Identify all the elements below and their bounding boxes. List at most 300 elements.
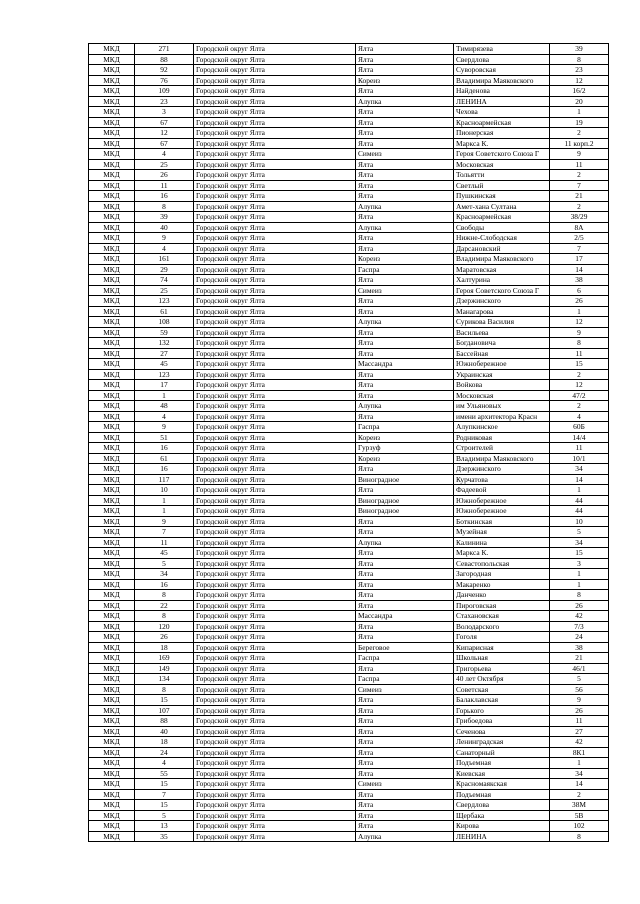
- table-row: [89, 149, 609, 160]
- house-number-cell: 21: [550, 191, 609, 202]
- building-type-cell: МКД: [89, 159, 135, 170]
- house-number-cell: 5В: [550, 810, 609, 821]
- locality-cell: Ялта: [356, 716, 454, 727]
- house-number-cell: 14: [550, 264, 609, 275]
- street-cell: Пушкинская: [454, 191, 550, 202]
- building-type-cell: МКД: [89, 75, 135, 86]
- building-type-cell: МКД: [89, 590, 135, 601]
- table-row: [89, 747, 609, 758]
- house-number-cell: 2: [550, 789, 609, 800]
- table-row: [89, 674, 609, 685]
- street-cell: Светлый: [454, 180, 550, 191]
- district-cell: Городской округ Ялта: [194, 537, 356, 548]
- house-number-cell: 2: [550, 201, 609, 212]
- building-type-cell: МКД: [89, 642, 135, 653]
- table-row: [89, 86, 609, 97]
- district-cell: Городской округ Ялта: [194, 695, 356, 706]
- locality-cell: Ялта: [356, 590, 454, 601]
- building-type-cell: МКД: [89, 317, 135, 328]
- table-row: [89, 348, 609, 359]
- district-cell: Городской округ Ялта: [194, 128, 356, 139]
- district-cell: Городской округ Ялта: [194, 96, 356, 107]
- locality-cell: Ялта: [356, 758, 454, 769]
- building-type-cell: МКД: [89, 422, 135, 433]
- district-cell: Городской округ Ялта: [194, 600, 356, 611]
- street-cell: Санаторный: [454, 747, 550, 758]
- count-cell: 12: [135, 128, 194, 139]
- street-cell: Макаренко: [454, 579, 550, 590]
- street-cell: Калинина: [454, 537, 550, 548]
- count-cell: 17: [135, 380, 194, 391]
- building-type-cell: МКД: [89, 569, 135, 580]
- house-number-cell: 7/3: [550, 621, 609, 632]
- count-cell: 123: [135, 296, 194, 307]
- building-type-cell: МКД: [89, 464, 135, 475]
- street-cell: Загородная: [454, 569, 550, 580]
- building-type-cell: МКД: [89, 537, 135, 548]
- locality-cell: Ялта: [356, 810, 454, 821]
- house-number-cell: 42: [550, 611, 609, 622]
- street-cell: Пионерская: [454, 128, 550, 139]
- house-number-cell: 38: [550, 642, 609, 653]
- house-number-cell: 38: [550, 275, 609, 286]
- table-row: [89, 44, 609, 55]
- building-type-cell: МКД: [89, 285, 135, 296]
- count-cell: 92: [135, 65, 194, 76]
- street-cell: Южнобережное: [454, 495, 550, 506]
- count-cell: 88: [135, 54, 194, 65]
- district-cell: Городской округ Ялта: [194, 758, 356, 769]
- street-cell: Богдановича: [454, 338, 550, 349]
- house-number-cell: 12: [550, 380, 609, 391]
- building-type-cell: МКД: [89, 621, 135, 632]
- house-number-cell: 17: [550, 254, 609, 265]
- building-type-cell: МКД: [89, 128, 135, 139]
- district-cell: Городской округ Ялта: [194, 138, 356, 149]
- locality-cell: Ялта: [356, 768, 454, 779]
- house-number-cell: 26: [550, 296, 609, 307]
- table-row: [89, 317, 609, 328]
- street-cell: Стахановская: [454, 611, 550, 622]
- count-cell: 39: [135, 212, 194, 223]
- district-cell: Городской округ Ялта: [194, 201, 356, 212]
- building-type-cell: МКД: [89, 107, 135, 118]
- street-cell: ЛЕНИНА: [454, 831, 550, 842]
- count-cell: 55: [135, 768, 194, 779]
- building-type-cell: МКД: [89, 716, 135, 727]
- building-type-cell: МКД: [89, 264, 135, 275]
- building-type-cell: МКД: [89, 758, 135, 769]
- table-row: [89, 264, 609, 275]
- table-row: [89, 800, 609, 811]
- building-type-cell: МКД: [89, 359, 135, 370]
- house-number-cell: 10: [550, 516, 609, 527]
- locality-cell: Ялта: [356, 369, 454, 380]
- district-cell: Городской округ Ялта: [194, 453, 356, 464]
- count-cell: 16: [135, 464, 194, 475]
- street-cell: Дзержинского: [454, 296, 550, 307]
- locality-cell: Гаспра: [356, 422, 454, 433]
- building-type-cell: МКД: [89, 695, 135, 706]
- house-number-cell: 12: [550, 75, 609, 86]
- building-type-cell: МКД: [89, 485, 135, 496]
- street-cell: Владимира Маяковского: [454, 254, 550, 265]
- district-cell: Городской округ Ялта: [194, 275, 356, 286]
- locality-cell: Виноградное: [356, 506, 454, 517]
- table-row: [89, 632, 609, 643]
- locality-cell: Ялта: [356, 327, 454, 338]
- building-type-cell: МКД: [89, 600, 135, 611]
- locality-cell: Ялта: [356, 348, 454, 359]
- count-cell: 40: [135, 222, 194, 233]
- locality-cell: Ялта: [356, 527, 454, 538]
- building-type-cell: МКД: [89, 96, 135, 107]
- building-type-cell: МКД: [89, 800, 135, 811]
- house-number-cell: 11: [550, 159, 609, 170]
- count-cell: 10: [135, 485, 194, 496]
- district-cell: Городской округ Ялта: [194, 75, 356, 86]
- count-cell: 134: [135, 674, 194, 685]
- locality-cell: Ялта: [356, 86, 454, 97]
- count-cell: 8: [135, 684, 194, 695]
- locality-cell: Ялта: [356, 821, 454, 832]
- district-cell: Городской округ Ялта: [194, 474, 356, 485]
- table-row: [89, 96, 609, 107]
- district-cell: Городской округ Ялта: [194, 117, 356, 128]
- house-number-cell: 14: [550, 474, 609, 485]
- district-cell: Городской округ Ялта: [194, 359, 356, 370]
- count-cell: 67: [135, 117, 194, 128]
- locality-cell: Ялта: [356, 275, 454, 286]
- count-cell: 35: [135, 831, 194, 842]
- house-number-cell: 1: [550, 306, 609, 317]
- building-type-cell: МКД: [89, 117, 135, 128]
- count-cell: 123: [135, 369, 194, 380]
- building-type-cell: МКД: [89, 380, 135, 391]
- table-row: [89, 621, 609, 632]
- house-number-cell: 9: [550, 149, 609, 160]
- table-row: [89, 705, 609, 716]
- locality-cell: Кореиз: [356, 75, 454, 86]
- house-number-cell: 11: [550, 443, 609, 454]
- count-cell: 59: [135, 327, 194, 338]
- building-type-cell: МКД: [89, 579, 135, 590]
- count-cell: 13: [135, 821, 194, 832]
- table-row: [89, 600, 609, 611]
- district-cell: Городской округ Ялта: [194, 170, 356, 181]
- district-cell: Городской округ Ялта: [194, 369, 356, 380]
- locality-cell: Ялта: [356, 233, 454, 244]
- building-type-cell: МКД: [89, 495, 135, 506]
- count-cell: 8: [135, 201, 194, 212]
- count-cell: 15: [135, 800, 194, 811]
- house-number-cell: 14/4: [550, 432, 609, 443]
- house-number-cell: 34: [550, 768, 609, 779]
- street-cell: Войкова: [454, 380, 550, 391]
- table-row: [89, 54, 609, 65]
- locality-cell: Ялта: [356, 338, 454, 349]
- count-cell: 7: [135, 527, 194, 538]
- house-number-cell: 8А: [550, 222, 609, 233]
- count-cell: 9: [135, 516, 194, 527]
- house-number-cell: 23: [550, 65, 609, 76]
- building-type-cell: МКД: [89, 705, 135, 716]
- district-cell: Городской округ Ялта: [194, 705, 356, 716]
- locality-cell: Ялта: [356, 212, 454, 223]
- street-cell: Подъемная: [454, 789, 550, 800]
- building-type-cell: МКД: [89, 443, 135, 454]
- house-number-cell: 15: [550, 359, 609, 370]
- house-number-cell: 1: [550, 758, 609, 769]
- locality-cell: Гаспра: [356, 674, 454, 685]
- house-number-cell: 11 корп.2: [550, 138, 609, 149]
- house-number-cell: 2: [550, 170, 609, 181]
- street-cell: Пироговская: [454, 600, 550, 611]
- building-type-cell: МКД: [89, 747, 135, 758]
- building-type-cell: МКД: [89, 306, 135, 317]
- housing-table-body: [89, 44, 609, 842]
- house-number-cell: 27: [550, 726, 609, 737]
- building-type-cell: МКД: [89, 44, 135, 55]
- district-cell: Городской округ Ялта: [194, 107, 356, 118]
- count-cell: 3: [135, 107, 194, 118]
- house-number-cell: 42: [550, 737, 609, 748]
- count-cell: 1: [135, 506, 194, 517]
- table-row: [89, 537, 609, 548]
- district-cell: Городской округ Ялта: [194, 579, 356, 590]
- count-cell: 4: [135, 149, 194, 160]
- district-cell: Городской округ Ялта: [194, 306, 356, 317]
- locality-cell: Ялта: [356, 569, 454, 580]
- street-cell: Строителей: [454, 443, 550, 454]
- district-cell: Городской округ Ялта: [194, 590, 356, 601]
- house-number-cell: 38М: [550, 800, 609, 811]
- street-cell: Свердлова: [454, 54, 550, 65]
- house-number-cell: 8: [550, 831, 609, 842]
- locality-cell: Ялта: [356, 65, 454, 76]
- street-cell: Красномаякская: [454, 779, 550, 790]
- district-cell: Городской округ Ялта: [194, 327, 356, 338]
- count-cell: 40: [135, 726, 194, 737]
- district-cell: Городской округ Ялта: [194, 485, 356, 496]
- district-cell: Городской округ Ялта: [194, 65, 356, 76]
- house-number-cell: 11: [550, 348, 609, 359]
- district-cell: Городской округ Ялта: [194, 800, 356, 811]
- house-number-cell: 26: [550, 705, 609, 716]
- building-type-cell: МКД: [89, 65, 135, 76]
- district-cell: Городской округ Ялта: [194, 296, 356, 307]
- count-cell: 4: [135, 411, 194, 422]
- table-row: [89, 201, 609, 212]
- building-type-cell: МКД: [89, 180, 135, 191]
- district-cell: Городской округ Ялта: [194, 338, 356, 349]
- count-cell: 11: [135, 537, 194, 548]
- locality-cell: Массандра: [356, 611, 454, 622]
- locality-cell: Гаспра: [356, 653, 454, 664]
- street-cell: Владимира Маяковского: [454, 75, 550, 86]
- table-row: [89, 831, 609, 842]
- district-cell: Городской округ Ялта: [194, 779, 356, 790]
- locality-cell: Ялта: [356, 663, 454, 674]
- locality-cell: Ялта: [356, 390, 454, 401]
- table-row: [89, 222, 609, 233]
- locality-cell: Гаспра: [356, 264, 454, 275]
- count-cell: 9: [135, 233, 194, 244]
- table-row: [89, 65, 609, 76]
- count-cell: 45: [135, 359, 194, 370]
- count-cell: 9: [135, 422, 194, 433]
- count-cell: 22: [135, 600, 194, 611]
- count-cell: 24: [135, 747, 194, 758]
- table-row: [89, 474, 609, 485]
- table-row: [89, 233, 609, 244]
- locality-cell: Ялта: [356, 128, 454, 139]
- house-number-cell: 8: [550, 54, 609, 65]
- house-number-cell: 60Б: [550, 422, 609, 433]
- house-number-cell: 2/5: [550, 233, 609, 244]
- locality-cell: Ялта: [356, 411, 454, 422]
- house-number-cell: 1: [550, 579, 609, 590]
- table-row: [89, 170, 609, 181]
- count-cell: 4: [135, 243, 194, 254]
- building-type-cell: МКД: [89, 222, 135, 233]
- house-number-cell: 4: [550, 411, 609, 422]
- table-row: [89, 758, 609, 769]
- district-cell: Городской округ Ялта: [194, 632, 356, 643]
- locality-cell: Алупка: [356, 401, 454, 412]
- locality-cell: Гурзуф: [356, 443, 454, 454]
- building-type-cell: МКД: [89, 653, 135, 664]
- table-row: [89, 506, 609, 517]
- street-cell: Московская: [454, 159, 550, 170]
- street-cell: Школьная: [454, 653, 550, 664]
- count-cell: 29: [135, 264, 194, 275]
- district-cell: Городской округ Ялта: [194, 443, 356, 454]
- table-row: [89, 569, 609, 580]
- building-type-cell: МКД: [89, 86, 135, 97]
- count-cell: 120: [135, 621, 194, 632]
- house-number-cell: 26: [550, 600, 609, 611]
- house-number-cell: 1: [550, 569, 609, 580]
- building-type-cell: МКД: [89, 737, 135, 748]
- table-row: [89, 495, 609, 506]
- table-row: [89, 443, 609, 454]
- count-cell: 23: [135, 96, 194, 107]
- street-cell: Владимира Маяковского: [454, 453, 550, 464]
- table-row: [89, 453, 609, 464]
- street-cell: Халтурина: [454, 275, 550, 286]
- house-number-cell: 102: [550, 821, 609, 832]
- table-row: [89, 590, 609, 601]
- locality-cell: Симеиз: [356, 149, 454, 160]
- house-number-cell: 19: [550, 117, 609, 128]
- count-cell: 5: [135, 558, 194, 569]
- table-row: [89, 695, 609, 706]
- count-cell: 88: [135, 716, 194, 727]
- street-cell: Маркса К.: [454, 138, 550, 149]
- district-cell: Городской округ Ялта: [194, 233, 356, 244]
- table-row: [89, 653, 609, 664]
- building-type-cell: МКД: [89, 684, 135, 695]
- count-cell: 5: [135, 810, 194, 821]
- house-number-cell: 10/1: [550, 453, 609, 464]
- street-cell: Киевская: [454, 768, 550, 779]
- house-number-cell: 9: [550, 327, 609, 338]
- building-type-cell: МКД: [89, 527, 135, 538]
- count-cell: 51: [135, 432, 194, 443]
- count-cell: 76: [135, 75, 194, 86]
- locality-cell: Ялта: [356, 138, 454, 149]
- house-number-cell: 39: [550, 44, 609, 55]
- building-type-cell: МКД: [89, 275, 135, 286]
- street-cell: Григорьева: [454, 663, 550, 674]
- table-row: [89, 726, 609, 737]
- locality-cell: Ялта: [356, 117, 454, 128]
- house-number-cell: 14: [550, 779, 609, 790]
- street-cell: Бассейная: [454, 348, 550, 359]
- district-cell: Городской округ Ялта: [194, 611, 356, 622]
- district-cell: Городской округ Ялта: [194, 285, 356, 296]
- house-number-cell: 34: [550, 464, 609, 475]
- count-cell: 1: [135, 390, 194, 401]
- district-cell: Городской округ Ялта: [194, 222, 356, 233]
- house-number-cell: 47/2: [550, 390, 609, 401]
- table-row: [89, 275, 609, 286]
- table-row: [89, 642, 609, 653]
- house-number-cell: 20: [550, 96, 609, 107]
- locality-cell: Ялта: [356, 380, 454, 391]
- street-cell: Манагарова: [454, 306, 550, 317]
- locality-cell: Ялта: [356, 632, 454, 643]
- district-cell: Городской округ Ялта: [194, 390, 356, 401]
- house-number-cell: 7: [550, 180, 609, 191]
- count-cell: 48: [135, 401, 194, 412]
- count-cell: 18: [135, 642, 194, 653]
- building-type-cell: МКД: [89, 54, 135, 65]
- street-cell: им Ульяновых: [454, 401, 550, 412]
- count-cell: 271: [135, 44, 194, 55]
- table-row: [89, 548, 609, 559]
- locality-cell: Кореиз: [356, 453, 454, 464]
- building-type-cell: МКД: [89, 411, 135, 422]
- building-type-cell: МКД: [89, 390, 135, 401]
- building-type-cell: МКД: [89, 474, 135, 485]
- table-row: [89, 180, 609, 191]
- table-row: [89, 464, 609, 475]
- table-row: [89, 516, 609, 527]
- street-cell: Московская: [454, 390, 550, 401]
- street-cell: Нижне-Слободская: [454, 233, 550, 244]
- locality-cell: Ялта: [356, 579, 454, 590]
- locality-cell: Береговое: [356, 642, 454, 653]
- count-cell: 11: [135, 180, 194, 191]
- count-cell: 107: [135, 705, 194, 716]
- locality-cell: Ялта: [356, 600, 454, 611]
- house-number-cell: 11: [550, 716, 609, 727]
- count-cell: 26: [135, 632, 194, 643]
- count-cell: 108: [135, 317, 194, 328]
- district-cell: Городской округ Ялта: [194, 348, 356, 359]
- table-row: [89, 191, 609, 202]
- street-cell: Родниковая: [454, 432, 550, 443]
- building-type-cell: МКД: [89, 821, 135, 832]
- street-cell: Советская: [454, 684, 550, 695]
- table-row: [89, 432, 609, 443]
- count-cell: 61: [135, 306, 194, 317]
- locality-cell: Симеиз: [356, 684, 454, 695]
- street-cell: Южнобережное: [454, 506, 550, 517]
- building-type-cell: МКД: [89, 506, 135, 517]
